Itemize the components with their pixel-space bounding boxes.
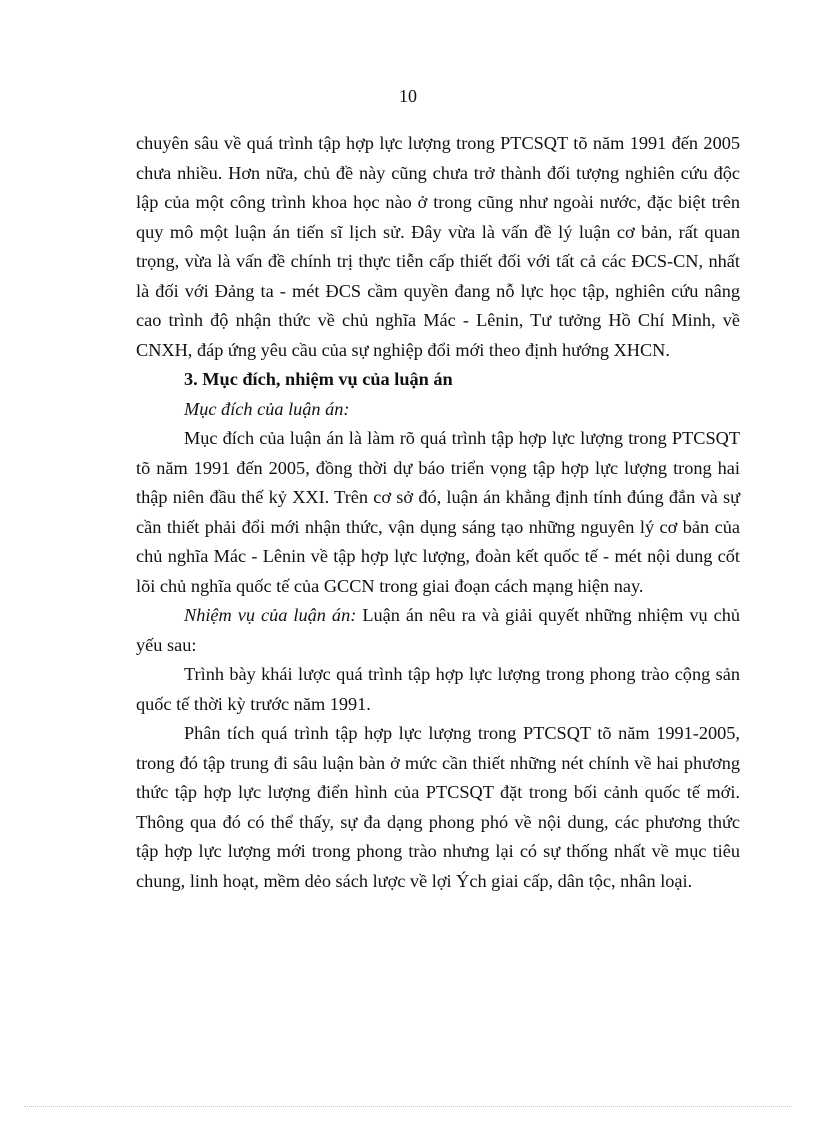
paragraph-continuation: chuyên sâu về quá trình tập hợp lực lượng trong PTCSQT tõ năm 1991 đến 2005 chưa nhiều. Hơn nữa, chủ đề này cũng chưa trở thành đối tượng nghiên cứu độc lập của một công trình khoa học nào ở trong cũng như ngoài nước, đặc biệt trên quy mô một luận án tiến sĩ lịch sử. Đây vừa là vấn đề lý luận cơ bản, rất quan trọng, vừa là vấn đề chính trị thực tiễn cấp thiết đối với tất cả các ĐCS-CN, nhất là đối với Đảng ta - mét ĐCS cầm quyền đang nỗ lực học tập, nghiên cứu nâng cao trình độ nhận thức về chủ nghĩa Mác - Lênin, Tư tưởng Hồ Chí Minh, về CNXH, đáp ứng yêu cầu của sự nghiệp đổi mới theo định hướng XHCN. <box>136 133 740 360</box>
document-body <box>136 129 740 896</box>
tasks-label: Nhiệm vụ của luận án: <box>184 605 357 625</box>
page-number: 10 <box>399 86 417 106</box>
paragraph-task-2: Phân tích quá trình tập hợp lực lượng trong PTCSQT tõ năm 1991-2005, trong đó tập trung đi sâu luận bàn ở mức cần thiết những nét chính về hai phương thức tập hợp lực lượng điển hình của PTCSQT đặt trong bối cảnh quốc tế mới. Thông qua đó có thể thấy, sự đa dạng phong phó về nội dung, các phương thức tập hợp lực lượng mới trong phong trào nhưng lại có sự thống nhất về mục tiêu chung, linh hoạt, mềm dẻo sách lược về lợi Ých giai cấp, dân tộc, nhân loại. <box>136 723 740 891</box>
page-bottom-divider <box>24 1106 792 1107</box>
tasks-intro: Luận án nêu ra và giải quyết những nhiệm vụ chủ yếu sau: <box>136 605 741 655</box>
purpose-label: Mục đích của luận án: <box>184 398 350 419</box>
section-heading: 3. Mục đích, nhiệm vụ của luận án <box>184 369 453 389</box>
paragraph-purpose: Mục đích của luận án là làm rõ quá trình tập hợp lực lượng trong PTCSQT tõ năm 1991 đến 2005, đồng thời dự báo triển vọng tập hợp lực lượng trong hai thập niên đầu thế kỷ XXI. Trên cơ sở đó, luận án khẳng định tính đúng đắn và sự cần thiết phải đổi mới nhận thức, vận dụng sáng tạo những nguyên lý cơ bản của chủ nghĩa Mác - Lênin về tập hợp lực lượng, đoàn kết quốc tế - mét nội dung cốt lõi chủ nghĩa quốc tế của GCCN trong giai đoạn cách mạng hiện nay. <box>136 428 740 596</box>
paragraph-tasks <box>136 601 740 660</box>
paragraph-task-1: Trình bày khái lược quá trình tập hợp lực lượng trong phong trào cộng sản quốc tế thời kỳ trước năm 1991. <box>136 664 740 714</box>
